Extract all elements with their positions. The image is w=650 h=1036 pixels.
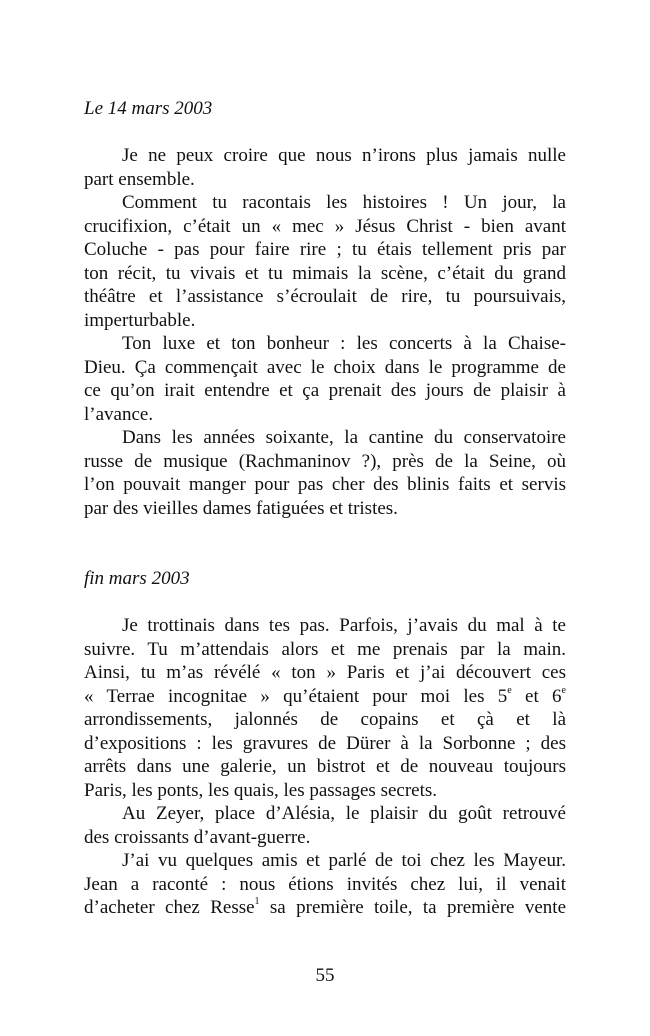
text-run: théâtre et l’assistance s’écroulait de rire, tu poursuivais, [84,286,566,307]
text-run: part ensemble. [84,168,195,190]
text-line [84,285,566,309]
text-line [84,426,566,450]
section-date: fin mars 2003 [84,568,190,589]
text-line [84,685,566,709]
text-run: Dans les années soixante, la cantine du conservatoire [122,427,566,448]
text-line [84,802,566,826]
text-line [84,755,566,779]
spacer [84,544,566,568]
text-line [84,873,566,897]
text-run: l’avance. [84,403,154,425]
text-line [84,732,566,756]
text-line [84,191,566,215]
text-run: imperturbable. [84,309,196,331]
text-run: ton récit, tu vivais et tu mimais la scène, c’était du grand [84,262,566,284]
footnote-superscript: e [507,684,512,696]
text-run: d’expositions : les gravures de Dürer à la Sorbonne ; des [84,732,566,754]
spacer [84,591,566,615]
text-run: crucifixion, c’était un « mec » Jésus Christ - bien avant [84,215,566,237]
text-run: et 6 [511,685,562,707]
text-run: suivre. Tu m’attendais alors et me prenais par la main. [84,638,566,660]
text-line [84,779,566,803]
paragraph [84,144,566,191]
text-line [84,144,566,168]
paragraph [84,426,566,520]
text-run: Paris, les ponts, les quais, les passages secrets. [84,779,438,801]
text-run: arrêts dans une galerie, un bistrot et de nouveau toujours [84,756,566,777]
text-line [84,168,566,192]
paragraph [84,332,566,426]
text-run: « Terrae incognitae » qu’étaient pour moi les 5 [84,685,508,707]
text-run: des croissants d’avant-guerre. [84,826,311,848]
text-run: Dieu. Ça commençait avec le choix dans le programme de [84,356,566,378]
text-run: sa première toile, ta première vente [259,897,566,918]
text-line [84,614,566,638]
text-line [84,473,566,497]
text-line [84,309,566,333]
text-line [84,379,566,403]
spacer [84,121,566,145]
text-line [84,708,566,732]
text-line [84,896,566,920]
text-line [84,262,566,286]
text-line [84,638,566,662]
text-run: Ainsi, tu m’as révélé « ton » Paris et j’ai découvert ces [84,662,566,683]
text-line [84,238,566,262]
page-body [84,97,566,920]
text-run: d’acheter chez Resse [84,897,255,918]
text-run: Je trottinais dans tes pas. Parfois, j’avais du mal à te [122,615,566,636]
paragraph [84,191,566,332]
text-run: J’ai vu quelques amis et parlé de toi chez les Mayeur. [122,850,566,871]
text-line [84,826,566,850]
text-line [84,332,566,356]
text-run: ce qu’on irait entendre et ça prenait des jours de plaisir à [84,380,566,401]
text-line [84,356,566,380]
text-run: Comment tu racontais les histoires ! Un jour, la [122,192,566,213]
text-run: l’on pouvait manger pour pas cher des blinis faits et servis [84,474,566,495]
text-line [84,450,566,474]
text-run: arrondissements, jalonnés de copains et çà et là [84,709,566,730]
footnote-superscript: e [561,684,566,696]
spacer [84,520,566,544]
footnote-superscript: 1 [254,896,260,907]
paragraph [84,849,566,920]
paragraph [84,614,566,802]
text-run: par des vieilles dames fatiguées et tristes. [84,497,398,519]
paragraph [84,802,566,849]
text-run: Coluche - pas pour faire rire ; tu étais tellement pris par [84,239,566,260]
text-run: russe de musique (Rachmaninov ?), près de la Seine, où [84,450,566,472]
section-date: Le 14 mars 2003 [84,98,213,119]
text-line [84,497,566,521]
text-run: Je ne peux croire que nous n’irons plus jamais nulle [122,145,566,166]
text-line [84,661,566,685]
text-run: Ton luxe et ton bonheur : les concerts à la Chaise- [122,333,566,354]
text-run: Jean a raconté : nous étions invités chez lui, il venait [84,873,566,895]
text-line [84,849,566,873]
text-run: Au Zeyer, place d’Alésia, le plaisir du goût retrouvé [122,803,566,824]
text-line [84,215,566,239]
text-line [84,403,566,427]
page-number: 55 [315,965,335,986]
